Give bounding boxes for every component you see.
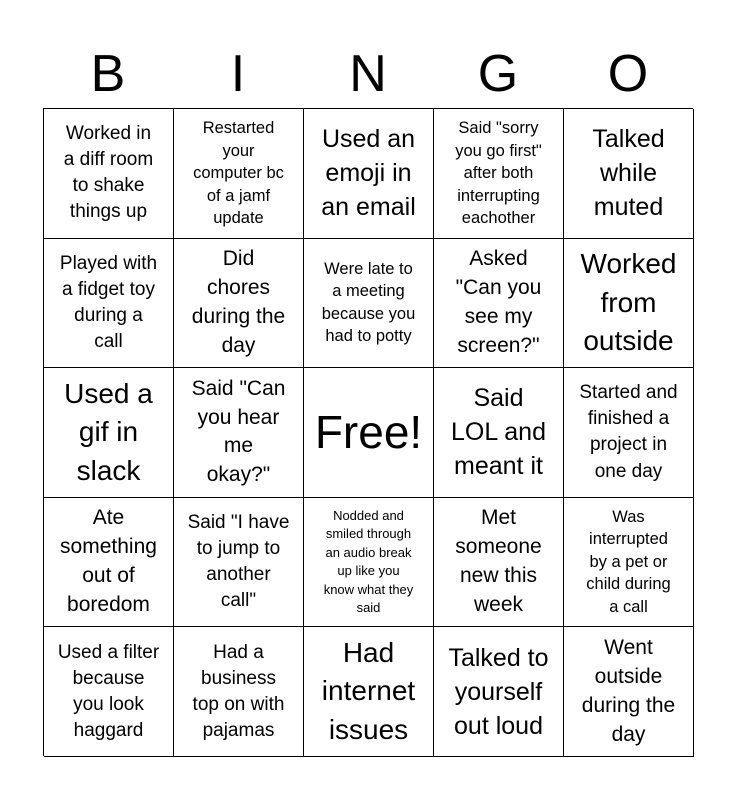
cell-text: Ate something out of boredom xyxy=(60,506,157,617)
cell-text: Worked in a diff room to shake things up xyxy=(63,123,154,223)
cell-text: Said "sorry you go first" after both interrupting eachother xyxy=(455,119,542,227)
bingo-cell[interactable] xyxy=(564,627,694,757)
bingo-cell[interactable] xyxy=(304,627,434,757)
bingo-cell[interactable] xyxy=(564,109,694,239)
cell-text: Met someone new this week xyxy=(455,506,542,617)
bingo-cell[interactable] xyxy=(304,109,434,239)
cell-text: Talked to yourself out loud xyxy=(448,643,549,740)
bingo-cell[interactable] xyxy=(434,368,564,498)
cell-text: Had internet issues xyxy=(321,637,416,745)
bingo-cell[interactable] xyxy=(44,239,174,369)
cell-text: Were late to a meeting because you had to potty xyxy=(321,260,416,346)
cell-text: Used an emoji in an email xyxy=(321,125,416,222)
free-space-cell[interactable] xyxy=(304,368,434,498)
bingo-cell[interactable] xyxy=(304,498,434,628)
cell-text: Was interrupted by a pet or child during a call xyxy=(586,507,671,616)
cell-text: Started and finished a project in one day xyxy=(579,382,678,482)
cell-text: Nodded and smiled through an audio break up like you know what they said xyxy=(323,507,414,615)
bingo-cell[interactable] xyxy=(44,627,174,757)
bingo-cell[interactable] xyxy=(174,368,304,498)
cell-text: Worked from outside xyxy=(580,248,677,357)
bingo-cell[interactable] xyxy=(564,239,694,369)
cell-text: Restarted your computer bc of a jamf update xyxy=(193,119,284,227)
bingo-cell[interactable] xyxy=(434,627,564,757)
bingo-cell[interactable] xyxy=(434,239,564,369)
cell-text: Said "Can you hear me okay?" xyxy=(191,376,286,487)
free-space-text: Free! xyxy=(314,406,423,459)
bingo-header xyxy=(43,40,693,108)
cell-text: Talked while muted xyxy=(592,125,665,222)
bingo-cell[interactable] xyxy=(174,498,304,628)
bingo-cell[interactable] xyxy=(174,627,304,757)
bingo-cell[interactable] xyxy=(434,109,564,239)
bingo-cell[interactable] xyxy=(564,368,694,498)
header-letter-n: N xyxy=(349,45,387,103)
cell-text: Asked "Can you see my screen?" xyxy=(455,246,542,357)
bingo-cell[interactable] xyxy=(44,109,174,239)
bingo-cell[interactable] xyxy=(564,498,694,628)
cell-text: Said LOL and meant it xyxy=(451,384,546,481)
bingo-cell[interactable] xyxy=(44,498,174,628)
header-letter-b: B xyxy=(90,45,126,103)
header-letter-i: I xyxy=(230,45,246,103)
header-letter-g: G xyxy=(477,45,519,103)
cell-text: Did chores during the day xyxy=(191,246,286,357)
bingo-board xyxy=(43,108,693,756)
cell-text: Had a business top on with pajamas xyxy=(192,641,285,741)
cell-text: Used a gif in slack xyxy=(64,377,153,486)
cell-text: Used a filter because you look haggard xyxy=(57,641,160,741)
cell-text: Went outside during the day xyxy=(581,635,676,746)
bingo-cell[interactable] xyxy=(304,239,434,369)
bingo-cell[interactable] xyxy=(174,109,304,239)
header-letter-o: O xyxy=(607,45,649,103)
bingo-cell[interactable] xyxy=(434,498,564,628)
bingo-cell[interactable] xyxy=(44,368,174,498)
cell-text: Said "I have to jump to another call" xyxy=(187,512,290,612)
bingo-cell[interactable] xyxy=(174,239,304,369)
cell-text: Played with a fidget toy during a call xyxy=(59,252,158,352)
